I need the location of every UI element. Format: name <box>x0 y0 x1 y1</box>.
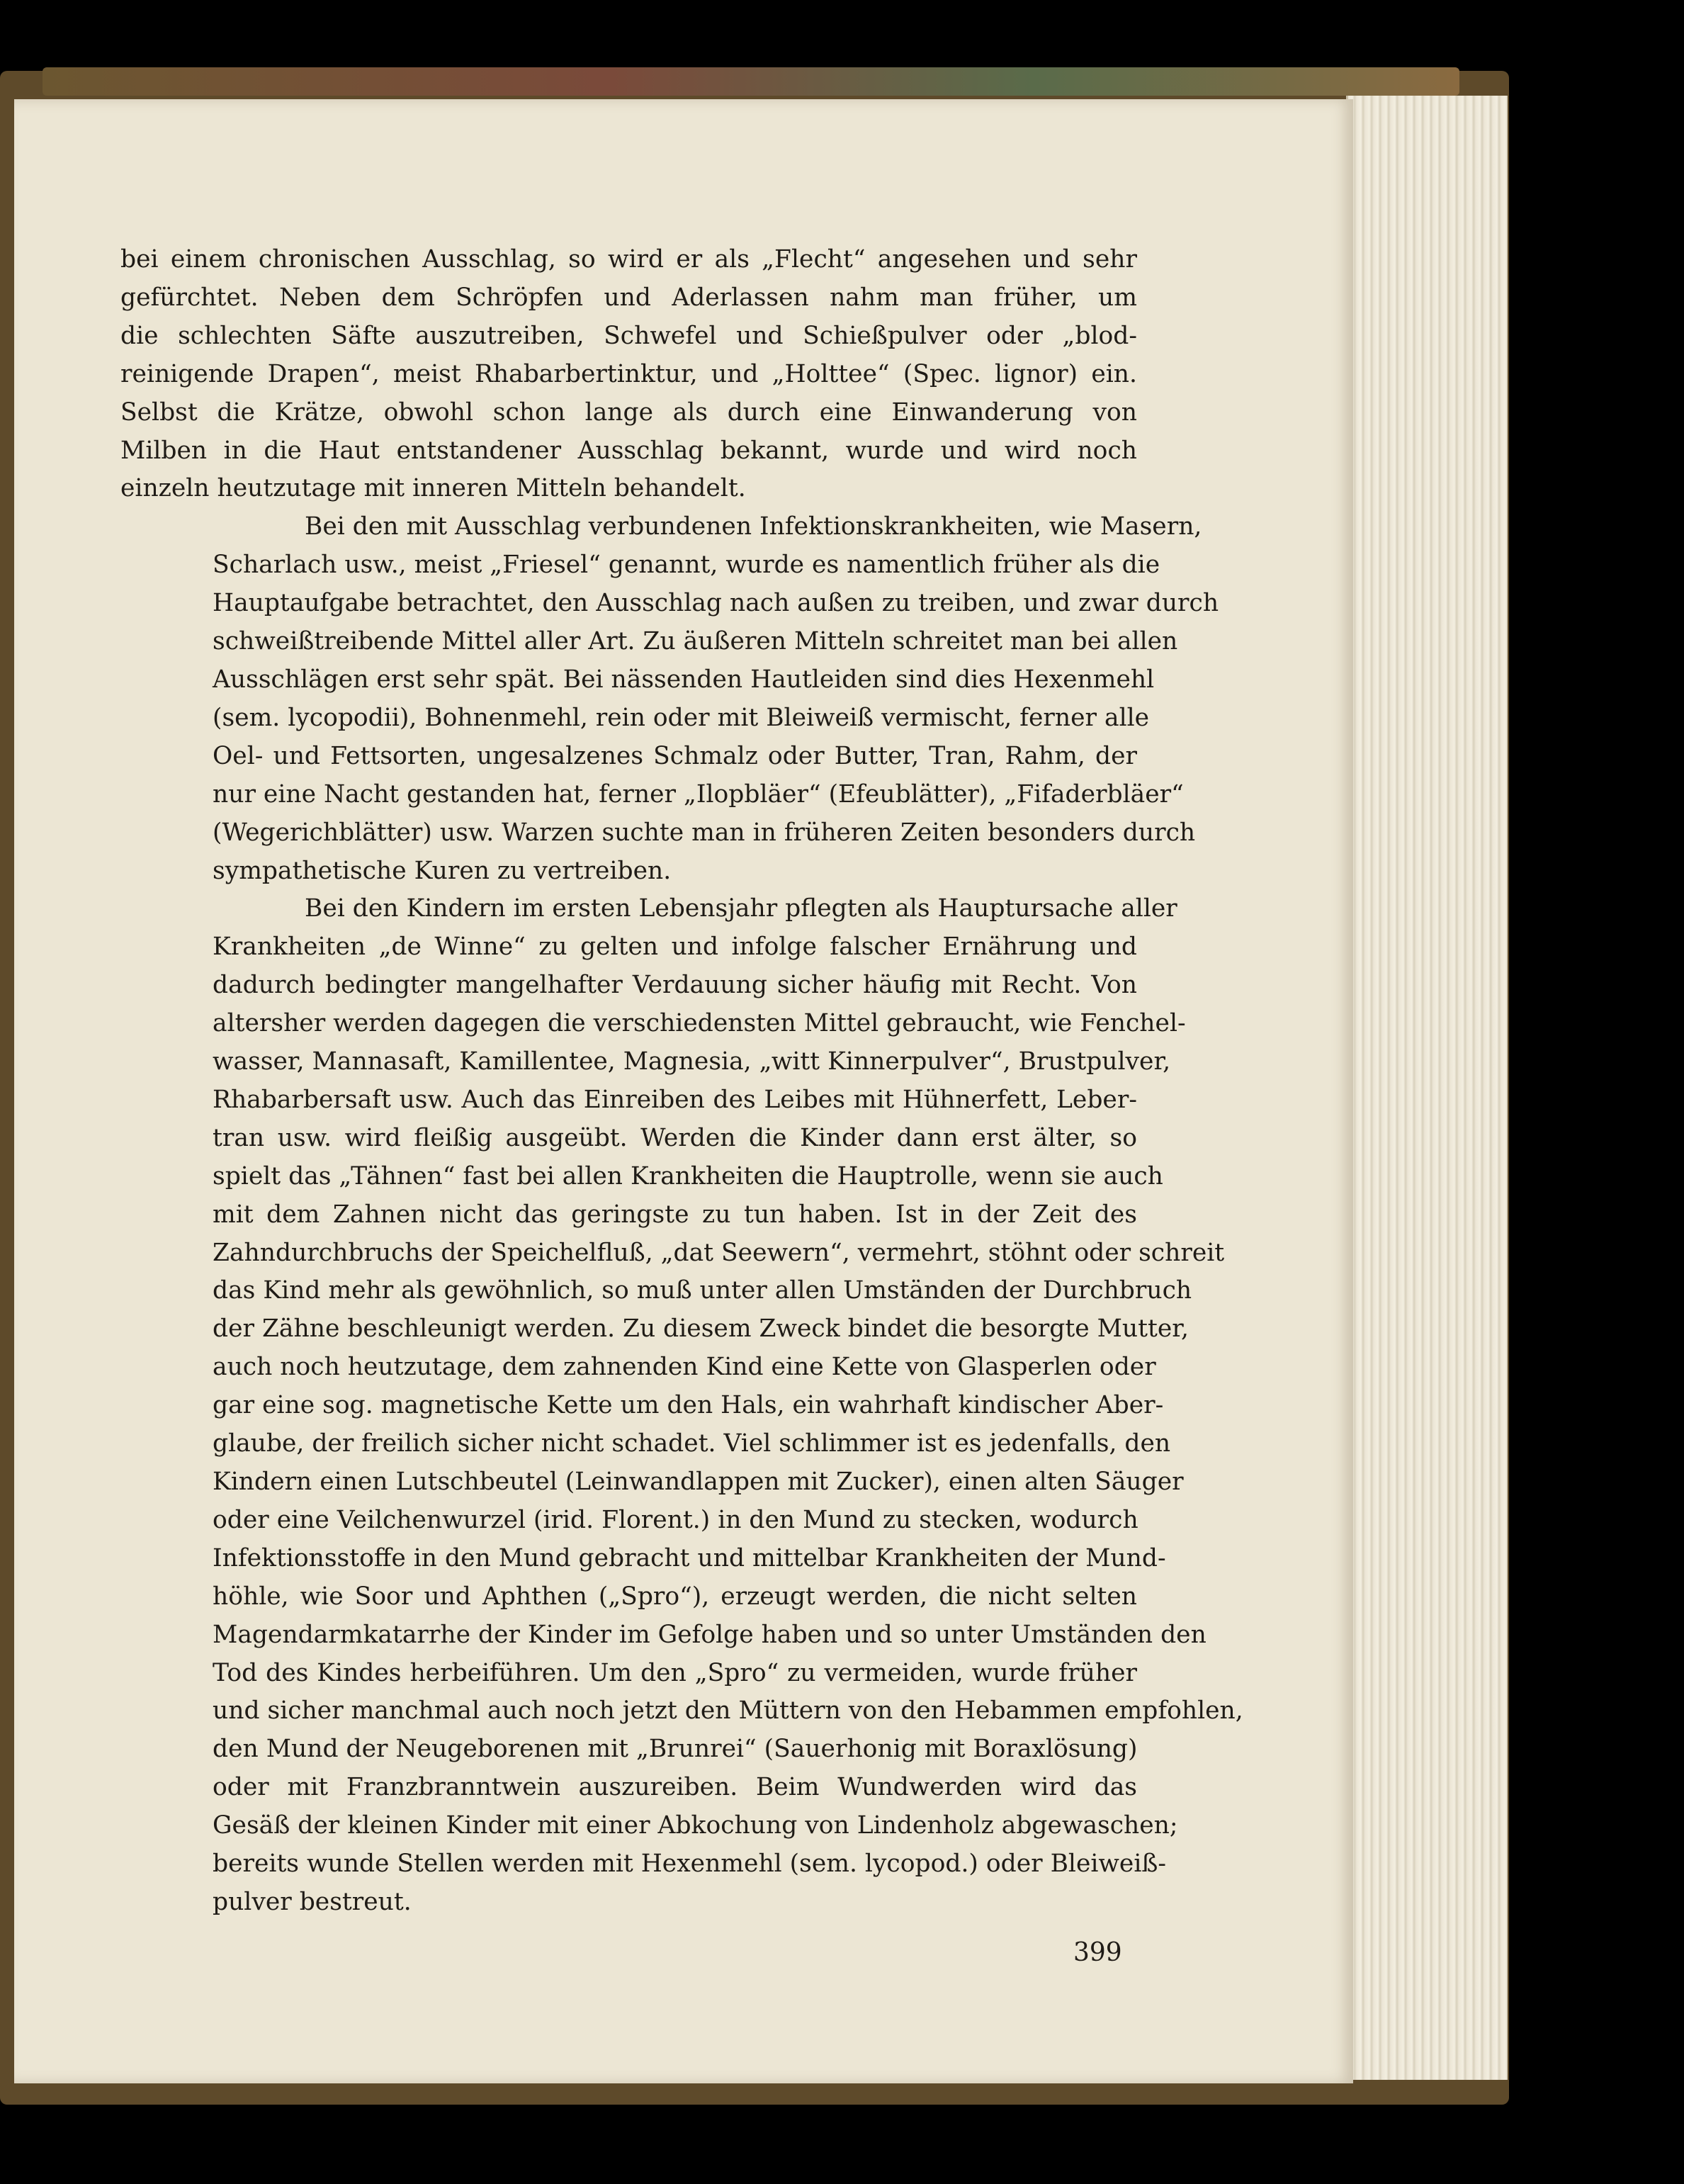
text-line: oder mit Franzbranntwein auszureiben. Beim Wundwerden wird das <box>213 1773 1137 1802</box>
text-line: Krankheiten „de Winne“ zu gelten und infolge falscher Ernährung und <box>213 933 1137 962</box>
text-line: mit dem Zahnen nicht das geringste zu tun haben. Ist in der Zeit des <box>213 1200 1137 1229</box>
text-line: gefürchtet. Neben dem Schröpfen und Aderlassen nahm man früher, um <box>120 283 1137 312</box>
text-line: Ausschlägen erst sehr spät. Bei nässenden Hautleiden sind dies Hexenmehl <box>213 665 1155 694</box>
page-body <box>120 241 1243 1922</box>
text-line: Tod des Kindes herbeiführen. Um den „Spro“ zu vermeiden, wurde früher <box>213 1658 1137 1687</box>
text-line: Oel- und Fettsorten, ungesalzenes Schmalz oder Butter, Tran, Rahm, der <box>213 741 1137 770</box>
text-line: glaube, der freilich sicher nicht schadet. Viel schlimmer ist es jedenfalls, den <box>213 1429 1171 1458</box>
text-line: den Mund der Neugeborenen mit „Brunrei“ (Sauerhonig mit Boraxlösung) <box>213 1735 1138 1764</box>
text-line: altersher werden dagegen die verschiedensten Mittel gebraucht, wie Fenchel- <box>213 1009 1186 1038</box>
text-line: dadurch bedingter mangelhafter Verdauung sicher häufig mit Recht. Von <box>213 971 1137 1000</box>
text-line: nur eine Nacht gestanden hat, ferner „Ilopbläer“ (Efeublätter), „Fifaderbläer“ <box>213 779 1184 809</box>
text-line: einzeln heutzutage mit inneren Mitteln behandelt. <box>120 474 746 503</box>
text-line: bei einem chronischen Ausschlag, so wird er als „Flecht“ angesehen und sehr <box>120 245 1137 274</box>
paragraph <box>120 508 1219 890</box>
paragraph <box>120 241 1137 508</box>
text-line: sympathetische Kuren zu vertreiben. <box>213 856 672 885</box>
text-line: gar eine sog. magnetische Kette um den Hals, ein wahrhaft kindischer Aber- <box>213 1391 1164 1420</box>
text-line: der Zähne beschleunigt werden. Zu diesem Zweck bindet die besorgte Mutter, <box>213 1315 1189 1344</box>
page-edges <box>1346 96 1508 2080</box>
text-line: Infektionsstoffe in den Mund gebracht und mittelbar Krankheiten der Mund- <box>213 1543 1166 1572</box>
text-line: Milben in die Haut entstandener Ausschlag bekannt, wurde und wird noch <box>120 436 1137 465</box>
text-line: Selbst die Krätze, obwohl schon lange als durch eine Einwanderung von <box>120 398 1137 427</box>
paragraph <box>120 890 1243 1921</box>
text-line: Magendarmkatarrhe der Kinder im Gefolge haben und so unter Umständen den <box>213 1620 1207 1649</box>
text-line: schweißtreibende Mittel aller Art. Zu äußeren Mitteln schreitet man bei allen <box>213 627 1178 656</box>
text-line: Rhabarbersaft usw. Auch das Einreiben des Leibes mit Hühnerfett, Leber- <box>213 1085 1137 1114</box>
page-number: 399 <box>1073 1938 1122 1967</box>
text-line: pulver bestreut. <box>213 1887 412 1916</box>
text-line: bereits wunde Stellen werden mit Hexenmehl (sem. lycopod.) oder Bleiweiß- <box>213 1850 1167 1879</box>
text-line: (sem. lycopodii), Bohnenmehl, rein oder mit Bleiweiß vermischt, ferner alle <box>213 703 1150 732</box>
text-line: Bei den Kindern im ersten Lebensjahr pflegten als Hauptursache aller <box>305 894 1177 923</box>
text-line: das Kind mehr als gewöhnlich, so muß unter allen Umständen der Durchbruch <box>213 1276 1192 1305</box>
text-line: Scharlach usw., meist „Friesel“ genannt, wurde es namentlich früher als die <box>213 551 1160 580</box>
text-line: tran usw. wird fleißig ausgeübt. Werden die Kinder dann erst älter, so <box>213 1123 1137 1152</box>
text-line: Hauptaufgabe betrachtet, den Ausschlag nach außen zu treiben, und zwar durch <box>213 589 1219 618</box>
text-line: oder eine Veilchenwurzel (irid. Florent.) in den Mund zu stecken, wodurch <box>213 1505 1138 1534</box>
text-line: höhle, wie Soor und Aphthen („Spro“), erzeugt werden, die nicht selten <box>213 1582 1137 1611</box>
book-page <box>14 99 1353 2083</box>
text-line: und sicher manchmal auch noch jetzt den Müttern von den Hebammen empfohlen, <box>213 1696 1243 1726</box>
text-line: reinigende Drapen“, meist Rhabarbertinktur, und „Holttee“ (Spec. lignor) ein. <box>120 359 1137 388</box>
text-line: Zahndurchbruchs der Speichelfluß, „dat Seewern“, vermehrt, stöhnt oder schreit <box>213 1238 1225 1267</box>
text-line: (Wegerichblätter) usw. Warzen suchte man in früheren Zeiten besonders durch <box>213 818 1196 847</box>
text-line: spielt das „Tähnen“ fast bei allen Krankheiten die Hauptrolle, wenn sie auch <box>213 1161 1163 1190</box>
book-spine-edge <box>43 67 1459 96</box>
text-line: die schlechten Säfte auszutreiben, Schwefel und Schießpulver oder „blod- <box>120 321 1137 350</box>
text-line: Gesäß der kleinen Kinder mit einer Abkochung von Lindenholz abgewaschen; <box>213 1811 1178 1840</box>
text-line: wasser, Mannasaft, Kamillentee, Magnesia, „witt Kinnerpulver“, Brustpulver, <box>213 1047 1171 1076</box>
text-line: Bei den mit Ausschlag verbundenen Infektionskrankheiten, wie Masern, <box>305 512 1202 541</box>
text-line: Kindern einen Lutschbeutel (Leinwandlappen mit Zucker), einen alten Säuger <box>213 1468 1184 1496</box>
text-line: auch noch heutzutage, dem zahnenden Kind eine Kette von Glasperlen oder <box>213 1353 1156 1382</box>
